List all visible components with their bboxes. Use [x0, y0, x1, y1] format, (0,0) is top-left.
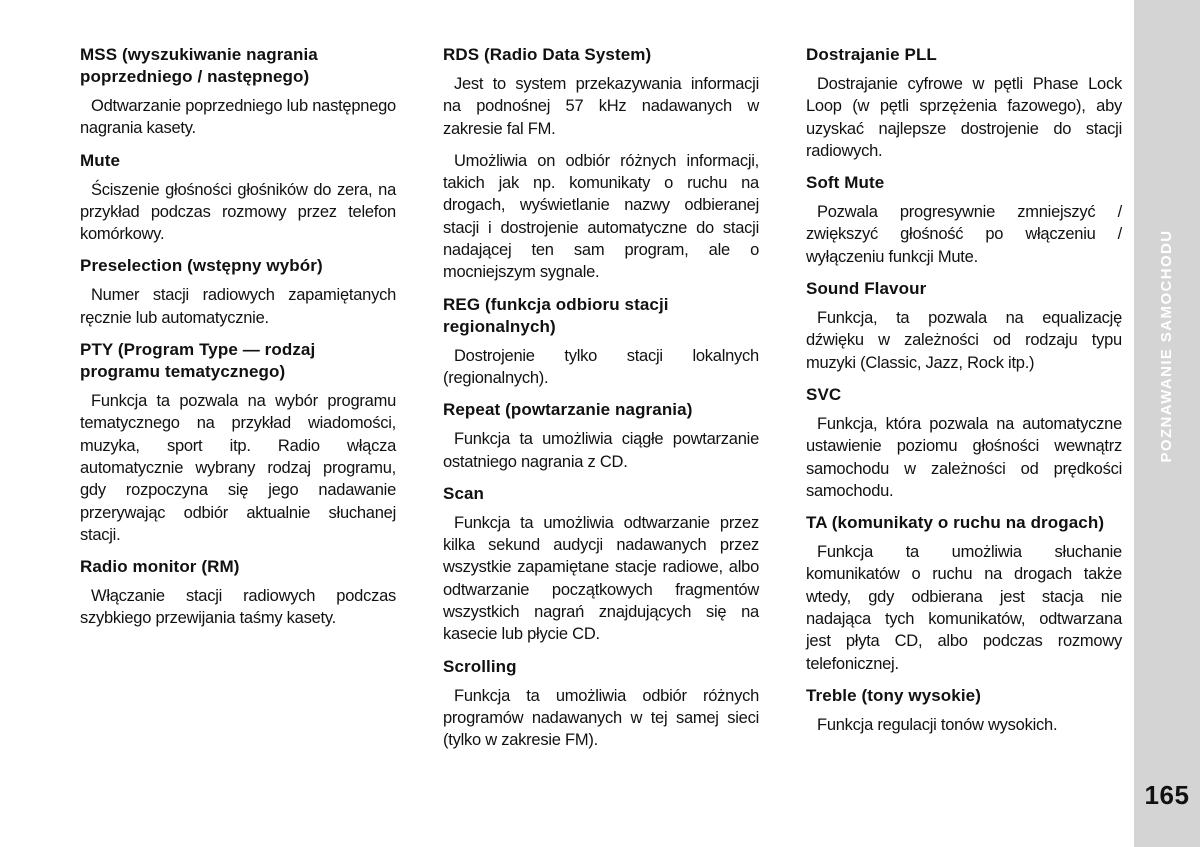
glossary-entry: [80, 339, 396, 546]
page-number: 165: [1144, 780, 1190, 810]
glossary-term: PTY (Program Type — rodzaj programu tematycznego): [80, 340, 316, 382]
glossary-entry: [806, 172, 1122, 268]
glossary-entry: [443, 399, 759, 473]
glossary-entry: [806, 685, 1122, 736]
glossary-term: Treble (tony wysokie): [806, 685, 981, 705]
glossary-term: Soft Mute: [806, 173, 885, 193]
section-label: POZNAWANIE SAMOCHODU: [1157, 229, 1175, 463]
glossary-term: MSS (wyszukiwanie nagrania poprzedniego / następnego): [80, 45, 318, 86]
glossary-description: Dostrojenie tylko stacji lokalnych (regionalnych).: [443, 346, 759, 387]
glossary-term: Scrolling: [443, 656, 517, 676]
glossary-term: SVC: [806, 384, 842, 404]
glossary-description: Pozwala progresywnie zmniejszyć / zwiększyć głośność po włączeniu / wyłączeniu funkcji Mute.: [806, 203, 1122, 266]
glossary-entry: [443, 483, 759, 646]
glossary-description: Odtwarzanie poprzedniego lub następnego nagrania kasety.: [80, 97, 396, 138]
glossary-term: Dostrajanie PLL: [806, 45, 937, 64]
glossary-description: Jest to system przekazywania informacji na podnośnej 57 kHz nadawanych w zakresie fal FM.: [443, 75, 759, 138]
glossary-description: Funkcja ta umożliwia słuchanie komunikatów o ruchu na drogach także wtedy, gdy odbierana jest stacja nie nadająca tych komunikatów, odtwarzana jest płyta CD, albo podczas rozmowy telefonicznej.: [806, 543, 1122, 673]
glossary-description: Funkcja, ta pozwala na equalizację dźwięku w zależności od rodzaju typu muzyki (Classic, Jazz, Rock itp.): [806, 309, 1122, 372]
glossary-description: Funkcja ta pozwala na wybór programu tematycznego na przykład wiadomości, muzyka, sport itp. Radio włącza automatycznie wybrany rodzaj programu, gdy rozpoczyna się jego nadawanie przerywając odbiór aktualnie słuchanej stacji.: [80, 392, 396, 544]
glossary-term: TA (komunikaty o ruchu na drogach): [806, 513, 1105, 533]
glossary-entry: [80, 150, 396, 246]
glossary-entry: [806, 384, 1122, 502]
glossary-entry: [443, 44, 759, 284]
glossary-term: Repeat (powtarzanie nagrania): [443, 400, 693, 420]
glossary-entry: [80, 44, 396, 140]
glossary-description: Funkcja ta umożliwia odtwarzanie przez kilka sekund audycji nadawanych przez wszystkie zapamiętane stacje radiowe, albo odtwarzanie początkowych fragmentów wszystkich nagrań znajdujących się na kasecie lub płycie CD.: [443, 513, 759, 644]
glossary-description: Funkcja, która pozwala na automatyczne ustawienie poziomu głośności wewnątrz samochodu w zależności od prędkości samochodu.: [806, 414, 1122, 500]
glossary-description: Funkcja regulacji tonów wysokich.: [817, 715, 1058, 734]
glossary-entry: [443, 294, 759, 390]
glossary-description: Funkcja ta umożliwia ciągłe powtarzanie ostatniego nagrania z CD.: [443, 430, 759, 471]
glossary-column-2: [443, 44, 759, 762]
glossary-description: Funkcja ta umożliwia odbiór różnych programów nadawanych w tej samej sieci (tylko w zakresie FM).: [443, 686, 759, 750]
glossary-entry: [806, 278, 1122, 374]
glossary-column-3: [806, 44, 1122, 746]
glossary-description: Numer stacji radiowych zapamiętanych ręcznie lub automatycznie.: [80, 286, 396, 327]
glossary-entry: [80, 255, 396, 329]
glossary-entry: [80, 556, 396, 630]
glossary-column-1: [80, 44, 396, 640]
glossary-term: RDS (Radio Data System): [443, 45, 652, 64]
glossary-entry: [806, 512, 1122, 675]
glossary-description: Ściszenie głośności głośników do zera, na przykład podczas rozmowy przez telefon komórkowy.: [80, 180, 396, 244]
glossary-description: Dostrajanie cyfrowe w pętli Phase Lock Loop (w pętli sprzężenia fazowego), aby uzyskać najlepsze dostrojenie do stacji radiowych.: [806, 75, 1122, 160]
glossary-entry: [806, 44, 1122, 162]
glossary-description: Włączanie stacji radiowych podczas szybkiego przewijania taśmy kasety.: [80, 587, 396, 628]
glossary-term: Preselection (wstępny wybór): [80, 256, 323, 276]
glossary-term: Scan: [443, 483, 485, 503]
glossary-term: Radio monitor (RM): [80, 557, 240, 577]
glossary-description: Umożliwia on odbiór różnych informacji, takich jak np. komunikaty o ruchu na drogach, wyświetlanie nazwy odbieranej stacji i dostrojenie automatyczne do stacji nadającej ten sam program, ale o mocniejszym sygnale.: [443, 151, 759, 282]
glossary-term: Mute: [80, 150, 121, 170]
glossary-term: REG (funkcja odbioru stacji regionalnych): [443, 294, 669, 336]
glossary-term: Sound Flavour: [806, 279, 927, 299]
glossary-entry: [443, 656, 759, 752]
